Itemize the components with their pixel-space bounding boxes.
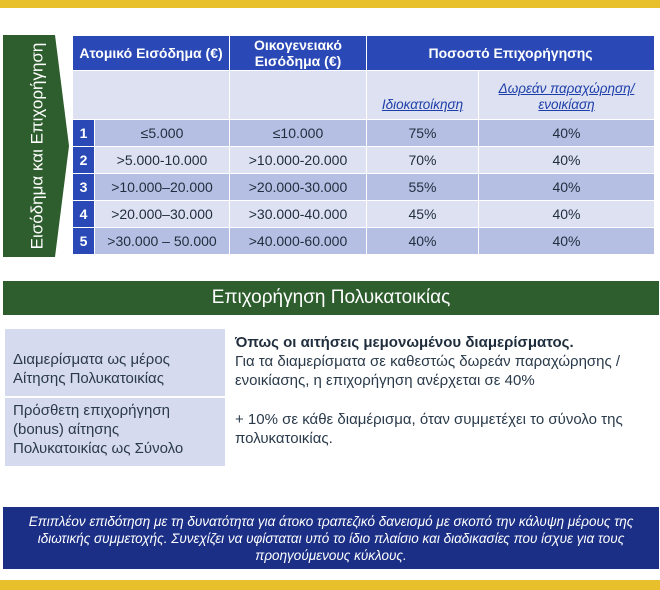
owner-subsidy-cell: 55%: [367, 174, 479, 201]
individual-income-cell: >20.000–30.000: [95, 201, 230, 228]
rental-subsidy-cell: 40%: [479, 120, 655, 147]
individual-income-cell: >10.000–20.000: [95, 174, 230, 201]
family-income-cell: >30.000-40.000: [230, 201, 367, 228]
row-number: 3: [73, 174, 95, 201]
table-row: [73, 201, 655, 228]
rental-subsidy-cell: 40%: [479, 174, 655, 201]
building-subsidy-table: [3, 327, 660, 468]
building-row-bold-text: Όπως οι αιτήσεις μεμονωμένου διαμερίσματος.: [235, 334, 574, 351]
subheader-owner-occupancy: Ιδιοκατοίκηση: [367, 71, 479, 120]
side-arrow-label: [3, 35, 71, 257]
header-subsidy-percentage: Ποσοστό Επιχορήγησης: [367, 36, 655, 71]
building-subsidy-title: Επιχορήγηση Πολυκατοικίας: [3, 281, 659, 315]
rental-subsidy-cell: 40%: [479, 201, 655, 228]
owner-subsidy-cell: 45%: [367, 201, 479, 228]
table-row: [73, 228, 655, 255]
owner-subsidy-cell: 70%: [367, 147, 479, 174]
owner-subsidy-cell: 75%: [367, 120, 479, 147]
individual-income-cell: ≤5.000: [95, 120, 230, 147]
row-number: 1: [73, 120, 95, 147]
footnote-text: Επιπλέον επιδότηση με τη δυνατότητα για άτοκο τραπεζικό δανεισμό με σκοπό την κάλυψη μέρους της ιδιωτικής συμμετοχής. Συνεχίζει να υφίσταται υπό το ίδιο πλαίσιο και διαδικασίες που ίσχυε για τους προηγούμενους κύκλους.: [28, 513, 634, 563]
individual-income-cell: >30.000 – 50.000: [95, 228, 230, 255]
table-row: [4, 397, 660, 467]
header-individual-income: Ατομικό Εισόδημα (€): [73, 36, 230, 71]
family-income-cell: >10.000-20.000: [230, 147, 367, 174]
subheader-empty: [230, 71, 367, 120]
side-label-text: Εισόδημα και Επιχορήγηση: [27, 42, 47, 250]
table-row: [73, 174, 655, 201]
building-row-description: [226, 328, 660, 397]
building-row-text: Για τα διαμερίσματα σε καθεστώς δωρεάν παραχώρησης / ενοικίασης, η επιχορήγηση ανέρχεται σε 40%: [235, 353, 621, 389]
row-number: 5: [73, 228, 95, 255]
footnote-box: [3, 507, 659, 569]
family-income-cell: >20.000-30.000: [230, 174, 367, 201]
subheader-empty: [73, 71, 230, 120]
income-subsidy-table: [72, 35, 655, 255]
building-row-text: + 10% σε κάθε διαμέρισμα, όταν συμμετέχει το σύνολο της πολυκατοικίας.: [235, 411, 623, 447]
header-family-income: Οικογενειακό Εισόδημα (€): [230, 36, 367, 71]
row-number: 2: [73, 147, 95, 174]
table-row: [73, 147, 655, 174]
owner-subsidy-cell: 40%: [367, 228, 479, 255]
rental-subsidy-cell: 40%: [479, 147, 655, 174]
bottom-accent-bar: [0, 580, 660, 590]
subheader-free-use-rental: Δωρεάν παραχώρηση/ενοικίαση: [479, 71, 655, 120]
row-number: 4: [73, 201, 95, 228]
table-row: [73, 120, 655, 147]
building-row-label: Διαμερίσματα ως μέρος Αίτησης Πολυκατοικίας: [4, 328, 226, 397]
top-accent-bar: [0, 0, 660, 8]
family-income-cell: ≤10.000: [230, 120, 367, 147]
rental-subsidy-cell: 40%: [479, 228, 655, 255]
building-row-description: [226, 397, 660, 467]
building-row-label: Πρόσθετη επιχορήγηση (bonus) αίτησης Πολυκατοικίας ως Σύνολο: [4, 397, 226, 467]
table-row: [4, 328, 660, 397]
individual-income-cell: >5.000-10.000: [95, 147, 230, 174]
family-income-cell: >40.000-60.000: [230, 228, 367, 255]
